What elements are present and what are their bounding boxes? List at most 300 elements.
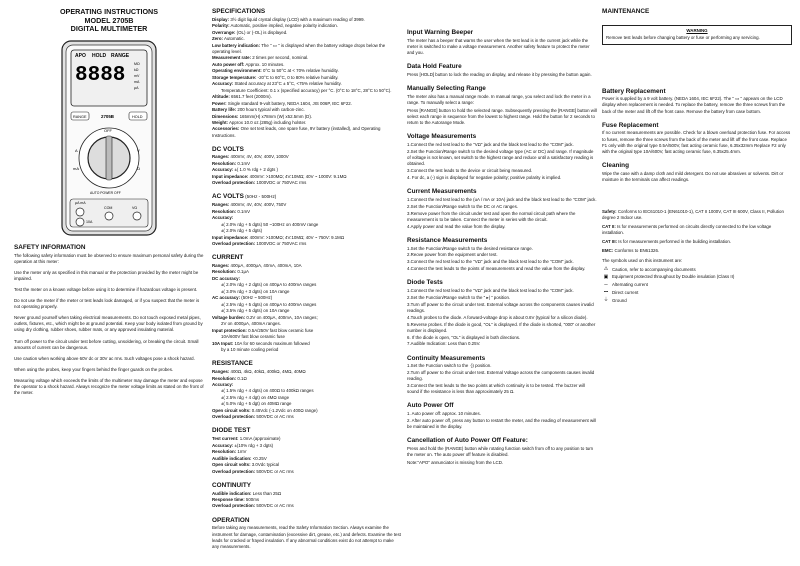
row-value: (OL) or (-OL) is displayed. — [235, 29, 288, 35]
acv-heading-text: AC VOLTS — [212, 193, 244, 201]
specs-row — [212, 88, 402, 94]
symbol-text: Direct current — [612, 289, 639, 295]
safety-paragraph: The following safety information must be observed to ensure maximum personal safety during the operation at this meter: — [14, 252, 204, 264]
lcd-unit-3: mV — [134, 73, 140, 78]
res-row — [212, 369, 402, 375]
row-key: Resolution: — [212, 208, 237, 214]
row-value: 1000VDC or 750VAC rms — [255, 180, 307, 186]
step-item: 6. If the diode is open, "OL" is displayed in both directions. — [407, 334, 521, 340]
row-value: One set test leads, one spare fuse, 9V battery (installed), and Operating Instructions. — [212, 126, 381, 138]
row-value: 2 times per second, nominal. — [251, 55, 309, 61]
row-value: ±( 2.5% rdg + 4 dgt) on 4MΩ range — [221, 394, 290, 400]
diode-row — [212, 462, 402, 468]
acv-row — [212, 222, 402, 228]
step-item: 1.Connect the red test lead to the "VΩ" jack and the black test lead to the "COM" jack. — [407, 142, 574, 148]
current-row — [212, 341, 402, 347]
row-key: Ranges: — [212, 154, 230, 160]
row-value: Is for measurements performed in the building installation. — [617, 239, 732, 245]
step-item: 1.Connect the red test lead to the (uA / mA or 10A) jack and the black test lead to the "COM" jack. — [407, 196, 597, 202]
manual-range-para-2: Press [RANGE] button to hold the selected range. Subsequently pressing the [RANGE] button will select each range in sequence from the lowest to highest range. Hold the button for 2 seconds to return to the Autorange Mode. — [407, 108, 597, 126]
row-value: 3½ digit liquid crystal display (LCD) with a maximum reading of 3999. — [229, 16, 365, 22]
row-key: Ranges: — [212, 369, 230, 375]
apo-heading: Auto Power Off — [407, 402, 454, 410]
dial-ohm: Ω — [137, 165, 140, 171]
diode-row — [212, 449, 402, 455]
multimeter-illustration — [61, 40, 157, 236]
row-value: The " ▭ " is displayed when the battery voltage drops below the operating level. — [212, 42, 386, 54]
current-row — [212, 269, 402, 275]
row-key: Resolution: — [212, 160, 237, 166]
symbols-intro: The symbols used on this instrument are: — [602, 258, 683, 264]
step-item: 4.Connect the test leads to the points of measurements and read the value from the display. — [407, 266, 586, 272]
acv-heading-sub: (50Hz - 500Hz) — [243, 194, 277, 200]
row-key: Accessories: — [212, 126, 240, 132]
row-value: Stated accuracy at 23°C ± 5°C, <75% relative humidity. — [233, 81, 342, 87]
step-item: 3.Connect the red test lead to the "VΩ" jack and the black test lead to the "COM" jack. — [407, 259, 574, 265]
row-value: 400mV, 4V, 40V, 400V, 1000V — [229, 154, 289, 160]
jack-ua-ma — [76, 208, 84, 216]
ground-icon: ⏚ — [603, 297, 609, 304]
row-value: 0.1mV — [236, 160, 251, 166]
row-value: ±( 3.0% rdg + 3 dgts) on 10A range — [221, 288, 290, 294]
step-item: 3.Turn off power to the circuit under test. External voltage across the components causes invalid readings. — [407, 301, 594, 313]
step-item: 3.Connect the test leads to the two points at which continuity is to be tested. The buzzer will sound if the resistance is less than approximately 25 Ω. — [407, 383, 585, 395]
fuse-heading: Fuse Replacement — [602, 121, 659, 129]
step-item: 2.Set the Function/Range switch to the desired voltage type (AC or DC) and range. If magnitude of voltage is not known, set switch to the highest range and reduce until a satisfactory reading is obtained. — [407, 149, 594, 167]
specs-row — [212, 126, 402, 138]
diode-tests-heading: Diode Tests — [407, 279, 443, 287]
row-value: ±( 2.0% rdg + 5 dgts) — [221, 228, 263, 234]
jack-v-ohm — [133, 212, 141, 220]
diode-row — [212, 443, 402, 449]
symbol-row — [602, 274, 792, 281]
diode-heading: DIODE TEST — [212, 427, 251, 435]
specs-row — [212, 114, 402, 120]
row-key: AC accuracy: — [212, 295, 241, 301]
row-value: 400mV: >100MΩ; 4V:10MΩ; 40V ~ 1000V: 9.1MΩ — [248, 173, 347, 179]
jack-10a — [76, 218, 84, 226]
step-item: 4. For dc, a (-) sign is displayed for negative polarity; positive polarity is implied. — [407, 174, 562, 180]
symbol-row — [602, 297, 792, 304]
row-value: 200 hours typical with carbon-zinc. — [236, 107, 305, 113]
maintenance-heading: MAINTENANCE — [602, 8, 650, 15]
step-item: 2.Turn off power to the circuit under test. External Voltage across the components causes invalid reading. — [407, 370, 595, 382]
dcv-row — [212, 161, 402, 167]
row-value: 1mV — [236, 449, 247, 455]
step-item: 2.Set the Function/Range switch to the DC or AC ranges. — [407, 203, 519, 209]
row-key: Voltage burden: — [212, 314, 246, 320]
step-item: 2.Set the Function/Range switch to the " ▸| " position. — [407, 294, 511, 300]
cont-row — [212, 503, 402, 509]
row-value: 0.2V on 400μA, 400mA, 10A ranges; — [245, 314, 318, 320]
row-key: Input protection: — [212, 327, 247, 333]
diode-row — [212, 436, 402, 442]
row-key: Open circuit volts: — [212, 462, 251, 468]
voltage-meas-steps — [407, 142, 597, 181]
row-value: ±( 3.5% rdg + 5 dgts) on 10A range — [221, 308, 290, 314]
row-value: 1.0mA (approximate) — [238, 436, 281, 442]
continuity-meas-steps — [407, 363, 597, 395]
current-row — [212, 328, 402, 334]
res-row — [212, 388, 402, 394]
conformity-list — [602, 209, 792, 254]
lcd-unit-4: mA — [134, 79, 140, 84]
row-value: ±( 2.0% rdg + 5 dgts) 50 ~100Hz on 400mV range — [221, 221, 319, 227]
row-value: Less than 25Ω — [251, 490, 282, 496]
row-value: 0.1μA — [236, 269, 249, 275]
apo-steps — [407, 411, 597, 430]
continuity-meas-heading: Continuity Measurements — [407, 354, 486, 362]
row-value: Is for measurements performed on circuits directly connected to the low voltage installation. — [602, 223, 772, 236]
cont-row — [212, 497, 402, 503]
auto-power-off-label: AUTO POWER OFF — [90, 190, 121, 195]
lcd-unit-1: MΩ — [134, 61, 140, 66]
row-key: Resolution: — [212, 375, 237, 381]
dcv-list — [212, 154, 402, 186]
current-meas-heading: Current Measurements — [407, 188, 477, 195]
column-2 — [212, 8, 402, 560]
lcd-apo: APO — [75, 52, 86, 59]
manual-range-para-1: The meter also has a manual range mode. In manual range, you select and lock the meter in a range. To manually select a range: — [407, 93, 591, 105]
row-key: Ranges: — [212, 202, 230, 208]
step-item: 4.Touch probes to the diode. A forward-voltage drop is about 0.6V (typical for a silicon diode). — [407, 314, 588, 320]
step-item: 2. After auto power off, press any button to restart the meter, and the reading of measurement will be maintained in the display. — [407, 418, 597, 430]
symbol-row — [602, 289, 792, 296]
symbol-text: Alternating current — [612, 282, 648, 288]
row-key: Accuracy: — [212, 381, 234, 387]
row-key: EMC: — [602, 248, 614, 254]
row-value: 0.5A/250V fast blow ceramic fuse — [246, 327, 314, 333]
acv-heading — [212, 193, 402, 200]
symbols-list — [602, 266, 792, 304]
acv-row — [212, 241, 402, 247]
row-key: Overload protection: — [212, 180, 256, 186]
symbol-text: Ground — [612, 297, 627, 303]
row-value: 500VDC or AC rms — [255, 468, 294, 474]
row-value: ±( 1.5% rdg + 4 dgts) on 400Ω to 400kΩ ranges — [221, 388, 314, 394]
specs-row — [212, 62, 402, 68]
row-value: Automatic, positive implied, negative polarity indication. — [229, 23, 338, 29]
jack-v-ohm-label: VΩ — [132, 205, 138, 210]
row-value: 500VDC or AC rms — [255, 414, 294, 420]
step-item: 1.Set the Function switch to the ·)) position. — [407, 363, 492, 369]
specs-row — [212, 36, 402, 42]
warning-title: WARNING — [686, 28, 708, 34]
row-value: <0.25V — [251, 455, 267, 461]
row-key: Overload protection: — [212, 468, 256, 474]
dial-off: OFF — [104, 127, 112, 133]
continuity-list — [212, 491, 402, 510]
cleaning-heading: Cleaning — [602, 161, 629, 169]
jack-10a-label: 10A — [86, 219, 93, 224]
beeper-text: The meter has a beeper that warns the user when the test lead is in the current jack while the meter is switched to make a voltage measurement. Another safety feature to protect the meter and you. — [407, 37, 590, 56]
column-3 — [407, 8, 597, 560]
row-value: 400mV, 4V, 40V, 400V, 750V — [229, 202, 287, 208]
fuse-text: If no current measurements are possible. Check for a blown overload protection fuse. For access to fuses, remove the three screws from the back of the meter and lift off the front case. Replace F1 only with the original type 0.5A/500V, fast acting ceramic fuse, 6.35x32mm Replace F2 only with the original type 10A/600V, fast acting ceramic fuse, 6.35x25.4mm. — [602, 130, 791, 154]
row-key: Dimensions: — [212, 113, 239, 119]
row-key: 10A Input: — [212, 340, 234, 346]
row-key: Accuracy: — [212, 81, 234, 87]
symbol-row — [602, 266, 792, 273]
conform-row — [602, 239, 792, 245]
dial-ma: mA — [73, 165, 79, 171]
current-row — [212, 334, 402, 340]
res-row — [212, 395, 402, 401]
row-key: Polarity: — [212, 23, 230, 29]
row-key: Weight: — [212, 119, 229, 125]
row-key: Response time: — [212, 497, 245, 503]
row-value: 165mm(H) x78mm (W) x52.5mm (D). — [238, 113, 313, 119]
dcv-heading: DC VOLTS — [212, 145, 244, 153]
specs-list — [212, 17, 402, 139]
specs-row — [212, 68, 402, 74]
dial-a: A — [75, 147, 78, 153]
jack-com — [105, 212, 113, 220]
row-key: Audible indication: — [212, 490, 252, 496]
row-value: 6561.7 feet (2000m). — [229, 94, 272, 100]
row-key: Overload protection: — [212, 503, 256, 509]
warning-box — [602, 25, 792, 44]
resistance-list — [212, 369, 402, 420]
specs-row — [212, 107, 402, 113]
row-key: Input impedance: — [212, 173, 249, 179]
diode-row — [212, 469, 402, 475]
row-key: CAT III: — [602, 239, 618, 245]
range-button-label: RANGE — [73, 114, 87, 119]
model-label: 2705B — [101, 113, 114, 119]
cancel-apo-para-2: Note:"APO" annunciator is missing from the LCD. — [407, 460, 504, 466]
dial-v: V — [137, 147, 140, 153]
safety-heading: SAFETY INFORMATION — [14, 243, 86, 251]
row-value: 500ms — [244, 497, 260, 503]
lcd-digits: 8888 — [75, 63, 126, 87]
row-value: 0.1Ω — [236, 375, 247, 381]
acv-row — [212, 209, 402, 215]
res-row — [212, 414, 402, 420]
row-value: by a 10 minute cooling period — [221, 347, 279, 353]
res-row — [212, 408, 402, 414]
cancel-apo-para-1: Press and hold the (RANGE) button while rotating function switch from off to any position to turn the meter on. The auto power off feature is disabled. — [407, 446, 594, 458]
specs-row — [212, 43, 402, 55]
symbol-text: Caution, refer to accompanying documents — [612, 266, 696, 272]
diode-row — [212, 456, 402, 462]
row-key: Battery life: — [212, 107, 237, 113]
cancel-apo-heading: Cancellation of Auto Power Off Feature: — [407, 437, 528, 445]
res-row — [212, 382, 402, 388]
current-meas-steps — [407, 197, 597, 230]
safety-paragraphs — [14, 253, 204, 396]
safety-paragraph: Use the meter only as specified in this manual or the protection provided by the meter might be impaired. — [14, 269, 199, 282]
row-value: 10A for 60 seconds maximum followed — [233, 340, 310, 346]
specs-heading: SPECIFICATIONS — [212, 8, 266, 15]
row-value: ±( 2.5% rdg + 5 dgts) on 400μA to 400mA ranges — [221, 301, 317, 307]
specs-row — [212, 81, 402, 87]
res-row — [212, 401, 402, 407]
row-key: Open circuit volts: — [212, 407, 251, 413]
safety-paragraph: Test the meter on a known voltage before using it to determine if hazardous voltage is present. — [14, 287, 198, 293]
operation-text: Before taking any measurements, read the Safety Information Section. Always examine the instrument for damage, contamination (excessive dirt, grease, etc.) and defects. Examine the test leads for cracked or frayed insulation. If any abnormal conditions exist do not attempt to make any measurements. — [212, 525, 401, 549]
row-key: Zero: — [212, 36, 223, 42]
row-key: Overrange: — [212, 29, 236, 35]
current-row — [212, 302, 402, 308]
row-value: 2V on 4000μA, 400mA ranges. — [221, 321, 281, 327]
acv-list — [212, 202, 402, 247]
column-4 — [602, 8, 792, 560]
row-key: DC accuracy: — [212, 275, 241, 281]
current-list — [212, 263, 402, 353]
current-row — [212, 276, 402, 282]
current-heading: CURRENT — [212, 254, 244, 262]
dcv-row — [212, 174, 402, 180]
specs-row — [212, 30, 402, 36]
row-key: Auto power off: — [212, 61, 245, 67]
row-value: 10A/600V fast blow ceramic fuse — [221, 334, 285, 340]
row-key: Resolution: — [212, 449, 237, 455]
lcd-hold: HOLD — [92, 52, 107, 59]
multimeter-drawing — [61, 40, 157, 236]
step-item: 4.Apply power and read the value from the display. — [407, 223, 506, 229]
current-row — [212, 308, 402, 314]
row-value: -20°C to 60°C, 0 to 80% relative humidity. — [256, 74, 339, 80]
voltage-meas-heading: Voltage Measurements — [407, 133, 477, 141]
current-row — [212, 347, 402, 353]
row-key: Accuracy: — [212, 167, 234, 173]
specs-row — [212, 94, 402, 100]
warning-icon: ⚠ — [603, 266, 609, 273]
row-key: Power: — [212, 100, 227, 106]
row-key: Resolution: — [212, 269, 237, 275]
doc-title — [14, 8, 204, 34]
specs-row — [212, 75, 402, 81]
current-row — [212, 315, 402, 321]
acv-row — [212, 215, 402, 221]
specs-row — [212, 17, 402, 23]
row-key: Operating environment: — [212, 68, 262, 74]
hold-button-label: HOLD — [132, 114, 143, 119]
row-value: ±(10% rdg + 3 dgts) — [233, 442, 274, 448]
row-value: 0.45Vdc (-1.2Vdc on 400Ω range) — [250, 407, 318, 413]
step-item: 7.Audible Indication: Less than 0.25V. — [407, 341, 481, 347]
row-value: ±( 2.0% rdg + 2 dgts) on 400μA to 400mA ranges — [221, 282, 317, 288]
cleaning-text: Wipe the case with a damp cloth and mild detergent. Do not use abrasives or solvents. Dirt or moisture in the terminals can affect readings. — [602, 170, 784, 182]
resistance-meas-steps — [407, 246, 597, 273]
row-key: Overload protection: — [212, 414, 256, 420]
title-line-1: OPERATING INSTRUCTIONS — [59, 8, 159, 16]
row-value: Approx 10.0 oz.(285g) including holster. — [228, 119, 307, 125]
row-key: Display: — [212, 16, 230, 22]
acv-row — [212, 202, 402, 208]
symbol-row — [602, 282, 792, 289]
current-row — [212, 263, 402, 269]
conform-row — [602, 248, 792, 254]
row-value: Approx. 10 minutes. — [244, 61, 285, 67]
safety-paragraph: Never ground yourself when taking electrical measurements. Do not touch exposed metal pipes, outlets, fixtures, etc., which might be at ground potential. Keep your body isolated from ground by using dry clothing, rubber shoes, rubber mats, or any approved insulating material. — [14, 315, 203, 333]
specs-row — [212, 120, 402, 126]
row-value: Single standard 9-volt battery, NEDA 1604, JIS 006P, IEC 6F22. — [226, 100, 352, 106]
safety-paragraph: When using the probes, keep your fingers behind the finger guards on the probes. — [14, 366, 174, 372]
safety-paragraph: Measuring voltage which exceeds the limits of the multimeter may damage the meter and expose the operator to a shock hazard. Always recognize the meter voltage limits as stated on the front of the meter. — [14, 377, 204, 396]
manual-range-heading: Manually Selecting Range — [407, 85, 486, 93]
row-value: (50Hz ~ 500Hz) — [240, 295, 273, 301]
dcv-row — [212, 154, 402, 160]
title-line-2: MODEL 2705B — [84, 15, 134, 25]
symbol-text: Equipment protected throughout by Double insulation (Class II) — [612, 274, 735, 280]
dcv-row — [212, 180, 402, 186]
conform-row — [602, 224, 792, 236]
row-value: 500VDC or AC rms — [255, 503, 294, 509]
dcv-row — [212, 167, 402, 173]
continuity-heading: CONTINUITY — [212, 481, 252, 489]
row-key: Altitude: — [212, 94, 230, 100]
row-value: 400mV: >100MΩ; 4V:10MΩ; 40V ~ 750V: 9.1MΩ — [248, 234, 345, 240]
acv-row — [212, 235, 402, 241]
step-item: 1.Set the Function/Range switch to the desired resistance range. — [407, 245, 533, 251]
row-value: 400Ω, 4kΩ, 40kΩ, 400kΩ, 4MΩ, 40MΩ — [229, 369, 306, 375]
row-key: Overload protection: — [212, 241, 256, 247]
current-row — [212, 295, 402, 301]
safety-paragraph: Do not use the meter if the meter or test leads look damaged, or if you suspect that the meter is not operating properly. — [14, 298, 200, 310]
cont-row — [212, 491, 402, 497]
specs-row — [212, 55, 402, 61]
row-value: Conforms to EN61326. — [613, 248, 660, 254]
hold-heading: Data Hold Feature — [407, 63, 462, 71]
double-insulation-icon: ▣ — [603, 274, 609, 281]
row-key: Safety: — [602, 208, 617, 214]
row-key: Input impedance: — [212, 234, 249, 240]
ac-icon: ∼ — [603, 281, 609, 288]
row-value: Temperature Coefficient: 0.1 x (specified accuracy) per °C. (0°C to 18°C, 28°C to 50°C). — [221, 87, 392, 93]
res-row — [212, 376, 402, 382]
row-key: CAT II: — [602, 223, 616, 229]
current-row — [212, 321, 402, 327]
step-item: 2.Reove power from the equipment under test. — [407, 252, 498, 258]
beeper-heading: Input Warning Beeper — [407, 29, 474, 36]
hold-text: Press [HOLD] button to lock the reading on display, and release it by pressing the button again. — [407, 71, 592, 77]
row-key: Audible indication: — [212, 455, 252, 461]
diode-list — [212, 436, 402, 474]
lcd-range: RANGE — [111, 52, 130, 59]
row-key: Low battery indication: — [212, 42, 261, 48]
row-key: Storage temperature: — [212, 74, 257, 80]
step-item: 1. Auto power off: approx. 10 minutes. — [407, 411, 481, 417]
row-value: 0.1mV — [236, 208, 251, 214]
lcd-unit-2: kΩ — [134, 67, 139, 72]
resistance-meas-heading: Resistance Measurements — [407, 236, 488, 244]
operation-heading: OPERATION — [212, 516, 250, 524]
row-value: 1000VDC or 750VAC rms — [255, 241, 307, 247]
row-key: Accuracy: — [212, 215, 234, 221]
resistance-heading: RESISTANCE — [212, 360, 253, 368]
specs-row — [212, 101, 402, 107]
row-value: 0°C to 50°C at < 70% relative humidity. — [261, 68, 339, 74]
row-value: Conforms to IEC61010-1 (EN61010-1), CAT II 1000V, CAT III 600V, Class II, Pollution degree 2 Indoor use. — [602, 208, 784, 220]
acv-row — [212, 228, 402, 234]
row-key: Accuracy: — [212, 442, 234, 448]
current-row — [212, 289, 402, 295]
dc-icon: ⎓ — [604, 289, 608, 296]
lcd-unit-5: μA — [134, 85, 139, 90]
row-key: Ranges: — [212, 263, 230, 269]
battery-text: Power is supplied by a 9 volt battery. (NEDA 1604, IEC 6F22). The " ▭ " appears on the LCD display when replacement is needed. To replace the battery, remove the three screws from the back of the meter and lift off the front case. Remove the battery from case bottom. — [602, 96, 786, 114]
row-value: Automatic. — [222, 36, 245, 42]
safety-paragraph: Use caution when working above 60V dc or 30V ac rms. Such voltages pose a shock hazard. — [14, 355, 195, 361]
jack-ua-ma-label: μA mA — [75, 200, 86, 205]
row-key: Measurement rate: — [212, 55, 252, 61]
step-item: 5.Reverse probes. If the diode is good, "OL" is displayed. If the diode is shorted, "000" or another number is displayed. — [407, 321, 596, 333]
step-item: 3.Connect the test leads to the device or circuit being measured. — [407, 168, 533, 174]
conform-row — [602, 209, 792, 221]
step-item: 1.Connect the red test lead to the "VΩ" jack and the black test lead to the "COM" jack. — [407, 288, 574, 294]
